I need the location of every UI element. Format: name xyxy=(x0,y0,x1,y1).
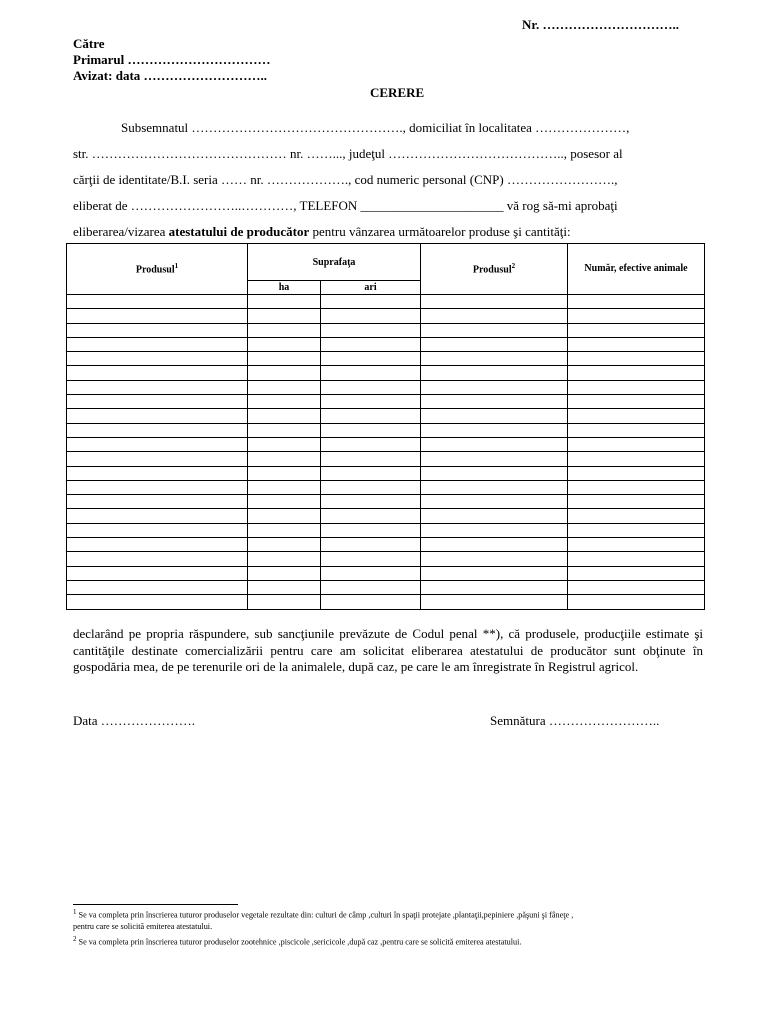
table-cell xyxy=(421,580,568,594)
table-row xyxy=(67,337,705,351)
table-cell xyxy=(421,352,568,366)
table-cell xyxy=(568,423,705,437)
certificate-type: atestatului de producător xyxy=(168,224,310,239)
table-cell xyxy=(568,580,705,594)
table-cell xyxy=(421,423,568,437)
table-cell xyxy=(568,352,705,366)
table-cell xyxy=(568,323,705,337)
addressee-label: Către xyxy=(73,36,105,51)
table-cell xyxy=(568,466,705,480)
table-cell xyxy=(67,466,248,480)
table-cell xyxy=(67,452,248,466)
table-cell xyxy=(248,366,321,380)
table-row xyxy=(67,495,705,509)
table-cell xyxy=(421,595,568,609)
table-cell xyxy=(248,552,321,566)
table-cell xyxy=(421,509,568,523)
table-cell xyxy=(321,452,421,466)
table-cell xyxy=(321,395,421,409)
footnote-2 xyxy=(73,934,723,948)
table-cell xyxy=(248,566,321,580)
table-cell xyxy=(421,437,568,451)
table-cell xyxy=(321,509,421,523)
table-cell xyxy=(421,395,568,409)
footnote-ref-2: 2 xyxy=(511,262,516,271)
purpose-text-end: pentru vânzarea următoarelor produse şi cantităţi: xyxy=(309,224,571,239)
col-ari: ari xyxy=(321,281,421,295)
table-cell xyxy=(67,409,248,423)
table-cell xyxy=(67,480,248,494)
table-row xyxy=(67,452,705,466)
table-row xyxy=(67,552,705,566)
form-body xyxy=(73,115,703,245)
table-cell xyxy=(248,495,321,509)
table-cell xyxy=(248,409,321,423)
table-cell xyxy=(67,395,248,409)
table-cell xyxy=(321,480,421,494)
table-cell xyxy=(568,595,705,609)
table-cell xyxy=(248,295,321,309)
registration-number: Nr. ………………………….. xyxy=(522,17,679,32)
table-cell xyxy=(421,295,568,309)
table-cell xyxy=(248,309,321,323)
form-line-purpose xyxy=(73,219,703,245)
table-cell xyxy=(421,466,568,480)
table-cell xyxy=(568,395,705,409)
table-cell xyxy=(568,409,705,423)
table-cell xyxy=(421,309,568,323)
table-cell xyxy=(568,538,705,552)
footnote-ref-1: 1 xyxy=(174,262,179,271)
table-row xyxy=(67,409,705,423)
col-produsul-zootehnic-label: Produsul xyxy=(472,264,512,276)
table-cell xyxy=(321,466,421,480)
form-line-address: str. ……………………………………… nr. ……..., judeţul ………………………………….., posesor al xyxy=(73,146,623,161)
table-cell xyxy=(421,538,568,552)
table-cell xyxy=(248,595,321,609)
table-cell xyxy=(321,423,421,437)
col-produsul-vegetal xyxy=(67,244,248,295)
col-suprafata: Suprafaţa xyxy=(248,244,421,281)
table-cell xyxy=(67,495,248,509)
date-line: Data …………………. xyxy=(73,713,196,728)
table-header-row xyxy=(67,244,705,281)
table-cell xyxy=(248,466,321,480)
table-cell xyxy=(568,552,705,566)
table-cell xyxy=(421,409,568,423)
issued-by-label: eliberat de ……………………..…………, TELEFON xyxy=(73,198,361,213)
table-cell xyxy=(67,566,248,580)
table-row xyxy=(67,437,705,451)
table-cell xyxy=(67,552,248,566)
table-cell xyxy=(568,309,705,323)
table-cell xyxy=(67,538,248,552)
table-cell xyxy=(248,452,321,466)
table-cell xyxy=(421,337,568,351)
table-row xyxy=(67,523,705,537)
footnote-1 xyxy=(73,907,723,932)
table-cell xyxy=(321,352,421,366)
request-text: vă rog să-mi aprobaţi xyxy=(503,198,618,213)
table-row xyxy=(67,295,705,309)
table-cell xyxy=(67,295,248,309)
table-cell xyxy=(321,552,421,566)
table-cell xyxy=(568,480,705,494)
table-row xyxy=(67,323,705,337)
table-cell xyxy=(67,352,248,366)
table-cell xyxy=(421,452,568,466)
table-row xyxy=(67,423,705,437)
footnote-2-text: Se va completa prin înscrierea tuturor produselor zootehnice ,piscicole ,sericicole ,după caz ,pentru care se solicită emiterea atestatului. xyxy=(76,937,522,947)
col-numar-animale: Număr, efective animale xyxy=(568,244,705,295)
table-cell xyxy=(67,523,248,537)
footnote-1-text: Se va completa prin înscrierea tuturor produselor vegetale rezultate din: culturi de câmp ,culturi în spaţii protejate ,plantaţii,pepiniere ,păşuni şi fâneţe , xyxy=(76,910,574,920)
table-cell xyxy=(421,523,568,537)
phone-blank: ______________________ xyxy=(360,198,504,213)
table-cell xyxy=(321,366,421,380)
products-table xyxy=(66,243,705,610)
table-cell xyxy=(321,538,421,552)
signature-line: Semnătura …………………….. xyxy=(490,713,660,728)
table-row xyxy=(67,466,705,480)
table-row xyxy=(67,595,705,609)
table-cell xyxy=(321,595,421,609)
table-cell xyxy=(67,437,248,451)
table-cell xyxy=(568,523,705,537)
table-cell xyxy=(248,523,321,537)
table-cell xyxy=(321,323,421,337)
form-line-id: cărţii de identitate/B.I. seria …… nr. ………………., cod numeric personal (CNP) ……………………., xyxy=(73,172,618,187)
table-cell xyxy=(321,495,421,509)
table-cell xyxy=(67,423,248,437)
table-cell xyxy=(421,323,568,337)
table-row xyxy=(67,366,705,380)
table-cell xyxy=(67,309,248,323)
table-row xyxy=(67,580,705,594)
table-row xyxy=(67,395,705,409)
table-cell xyxy=(67,366,248,380)
table-cell xyxy=(321,309,421,323)
table-row xyxy=(67,509,705,523)
table-cell xyxy=(321,580,421,594)
table-cell xyxy=(67,580,248,594)
table-cell xyxy=(321,437,421,451)
table-cell xyxy=(67,509,248,523)
col-produsul-zootehnic xyxy=(421,244,568,295)
table-cell xyxy=(248,538,321,552)
footnote-1-mark: 1 xyxy=(73,908,77,916)
table-cell xyxy=(67,595,248,609)
table-cell xyxy=(321,295,421,309)
declaration-paragraph: declarând pe propria răspundere, sub sancţiunile prevăzute de Codul penal **), că produsele, producţiile estimate şi cantităţile destinate comercializării pentru care am solicitat eliberarea atestatului de producător sunt obţinute în gospodăria mea, de pe terenurile ori de la animalele, după caz, pe care le am înregistrate în Registrul agricol. xyxy=(73,626,703,674)
mayor-line: Primarul …………………………… xyxy=(73,52,271,67)
table-cell xyxy=(248,352,321,366)
table-row xyxy=(67,380,705,394)
table-cell xyxy=(421,552,568,566)
document-title: CERERE xyxy=(370,85,425,100)
form-line-phone xyxy=(73,193,703,219)
table-row xyxy=(67,480,705,494)
col-produsul-vegetal-label: Produsul xyxy=(135,264,175,276)
table-cell xyxy=(248,509,321,523)
table-cell xyxy=(568,380,705,394)
footnote-1-continuation: pentru care se solicită emiterea atestatului. xyxy=(73,921,213,931)
table-cell xyxy=(568,337,705,351)
table-cell xyxy=(568,295,705,309)
table-cell xyxy=(421,566,568,580)
table-cell xyxy=(568,437,705,451)
table-cell xyxy=(67,337,248,351)
footnote-2-mark: 2 xyxy=(73,935,77,943)
table-cell xyxy=(568,495,705,509)
table-cell xyxy=(421,495,568,509)
table-cell xyxy=(321,523,421,537)
table-cell xyxy=(248,580,321,594)
table-cell xyxy=(568,366,705,380)
table-cell xyxy=(248,423,321,437)
table-cell xyxy=(248,437,321,451)
footnote-separator xyxy=(73,904,238,905)
table-row xyxy=(67,352,705,366)
table-cell xyxy=(67,380,248,394)
table-body xyxy=(67,295,705,610)
table-cell xyxy=(421,366,568,380)
approval-date-line: Avizat: data ……………………….. xyxy=(73,68,268,83)
form-line-name: Subsemnatul …………………………………………., domiciliat în localitatea …………………, xyxy=(121,120,630,135)
table-cell xyxy=(421,380,568,394)
table-cell xyxy=(248,480,321,494)
table-cell xyxy=(321,337,421,351)
table-cell xyxy=(248,395,321,409)
table-row xyxy=(67,538,705,552)
col-ha: ha xyxy=(248,281,321,295)
table-row xyxy=(67,309,705,323)
table-cell xyxy=(248,323,321,337)
table-cell xyxy=(248,337,321,351)
table-cell xyxy=(568,509,705,523)
table-cell xyxy=(67,323,248,337)
table-cell xyxy=(321,409,421,423)
table-row xyxy=(67,566,705,580)
table-cell xyxy=(248,380,321,394)
table-cell xyxy=(568,452,705,466)
table-cell xyxy=(421,480,568,494)
table-cell xyxy=(321,566,421,580)
table-cell xyxy=(568,566,705,580)
table-cell xyxy=(321,380,421,394)
purpose-text: eliberarea/vizarea xyxy=(73,224,169,239)
